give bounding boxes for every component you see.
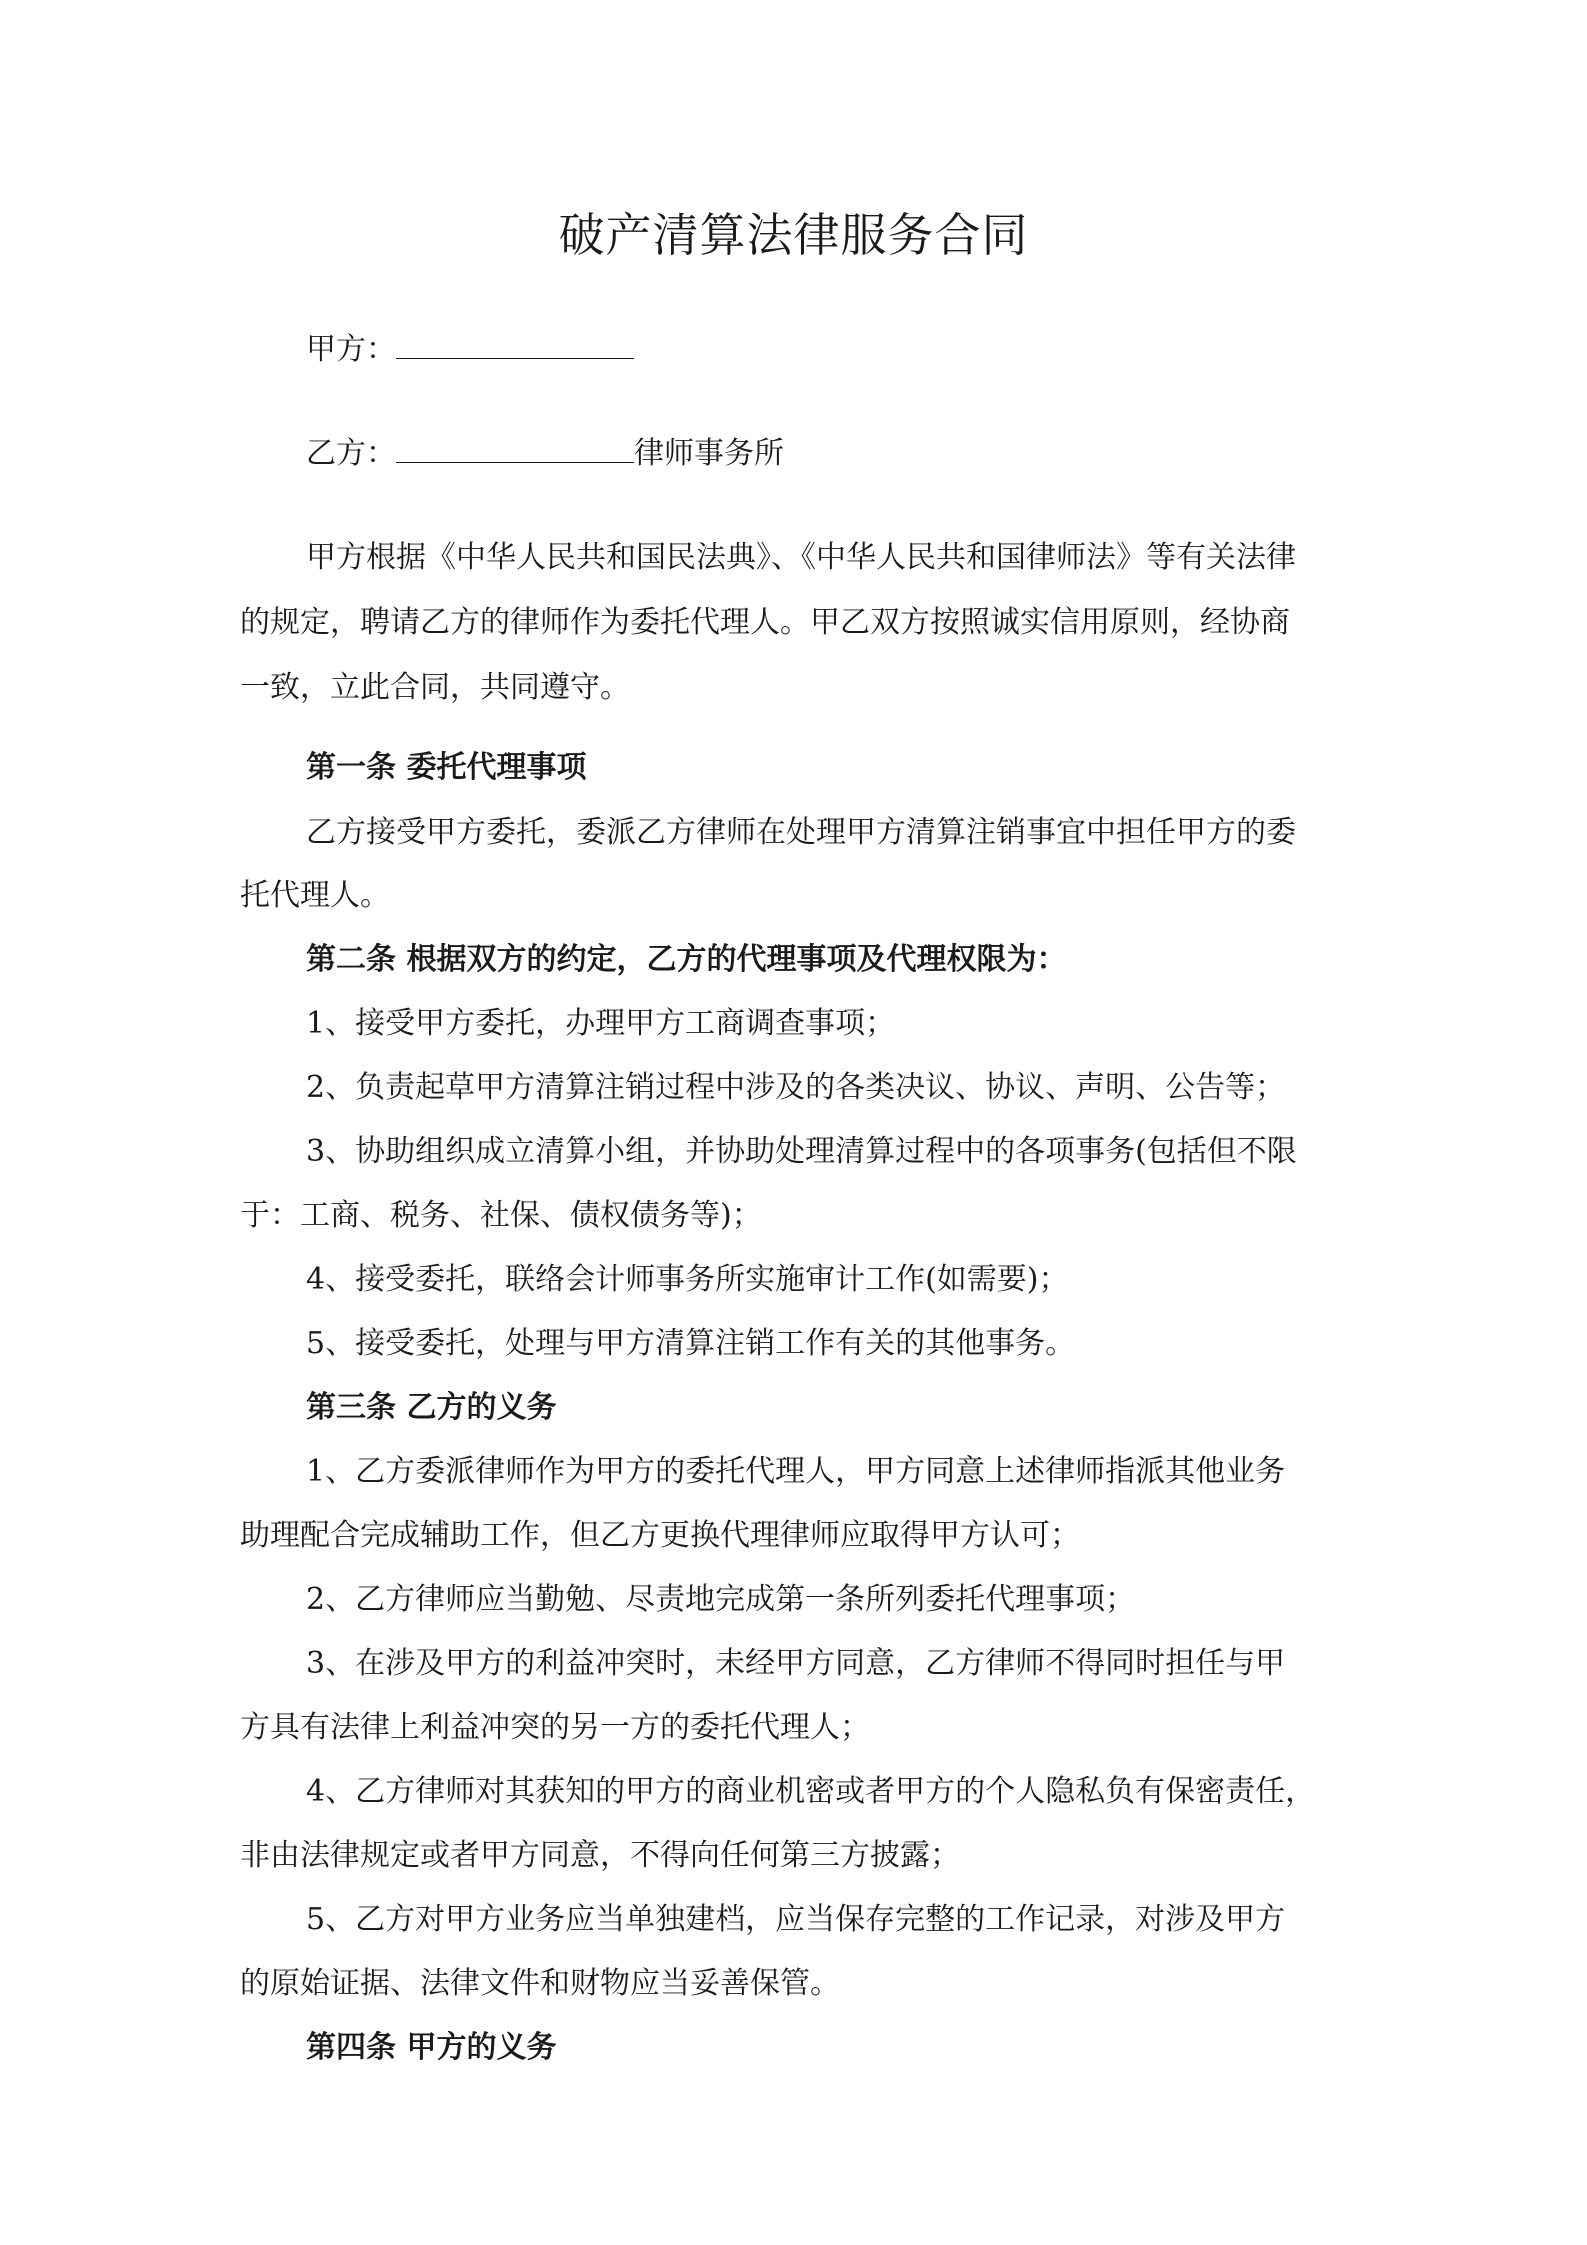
article-3-item: 2、乙方律师应当勤勉、尽责地完成第一条所列委托代理事项；	[306, 1582, 1136, 1617]
party-b-suffix: 律师事务所	[634, 436, 784, 471]
party-a-blank	[396, 330, 634, 359]
article-1-heading: 第一条 委托代理事项	[306, 750, 587, 785]
article-2-heading: 第二条 根据双方的约定，乙方的代理事项及代理权限为：	[306, 942, 1067, 977]
article-1-line: 乙方接受甲方委托，委派乙方律师在处理甲方清算注销事宜中担任甲方的委	[306, 815, 1296, 850]
article-2-item: 2、负责起草甲方清算注销过程中涉及的各类决议、协议、声明、公告等；	[306, 1070, 1286, 1105]
article-2-item: 5、接受委托，处理与甲方清算注销工作有关的其他事务。	[306, 1326, 1076, 1361]
article-2-item: 于：工商、税务、社保、债权债务等)；	[240, 1198, 762, 1233]
article-3-item: 的原始证据、法律文件和财物应当妥善保管。	[240, 1966, 840, 2001]
article-3-item: 1、乙方委派律师作为甲方的委托代理人，甲方同意上述律师指派其他业务	[306, 1454, 1286, 1489]
article-3-item: 4、乙方律师对其获知的甲方的商业机密或者甲方的个人隐私负有保密责任，	[306, 1774, 1316, 1809]
article-1-line: 托代理人。	[240, 878, 390, 913]
article-3-item: 助理配合完成辅助工作，但乙方更换代理律师应取得甲方认可；	[240, 1518, 1080, 1553]
document-title: 破产清算法律服务合同	[558, 208, 1029, 262]
article-3-item: 3、在涉及甲方的利益冲突时，未经甲方同意，乙方律师不得同时担任与甲	[306, 1646, 1286, 1681]
article-4-heading: 第四条 甲方的义务	[306, 2030, 557, 2065]
article-3-heading: 第三条 乙方的义务	[306, 1390, 557, 1425]
party-a-label: 甲方：	[306, 332, 396, 367]
party-b-blank	[396, 434, 634, 463]
party-b-line	[306, 434, 784, 474]
article-3-item: 5、乙方对甲方业务应当单独建档，应当保存完整的工作记录，对涉及甲方	[306, 1902, 1286, 1937]
intro-line: 甲方根据《中华人民共和国民法典》、《中华人民共和国律师法》等有关法律	[306, 540, 1296, 575]
party-a-line	[306, 330, 634, 370]
article-3-item: 非由法律规定或者甲方同意，不得向任何第三方披露；	[240, 1838, 960, 1873]
article-2-item: 4、接受委托，联络会计师事务所实施审计工作(如需要)；	[306, 1262, 1069, 1297]
party-b-label: 乙方：	[306, 436, 396, 471]
article-3-item: 方具有法律上利益冲突的另一方的委托代理人；	[240, 1710, 870, 1745]
intro-line: 一致，立此合同，共同遵守。	[240, 670, 630, 705]
article-2-item: 3、协助组织成立清算小组，并协助处理清算过程中的各项事务(包括但不限	[306, 1134, 1297, 1169]
article-2-item: 1、接受甲方委托，办理甲方工商调查事项；	[306, 1006, 896, 1041]
intro-line: 的规定，聘请乙方的律师作为委托代理人。甲乙双方按照诚实信用原则，经协商	[240, 605, 1290, 640]
